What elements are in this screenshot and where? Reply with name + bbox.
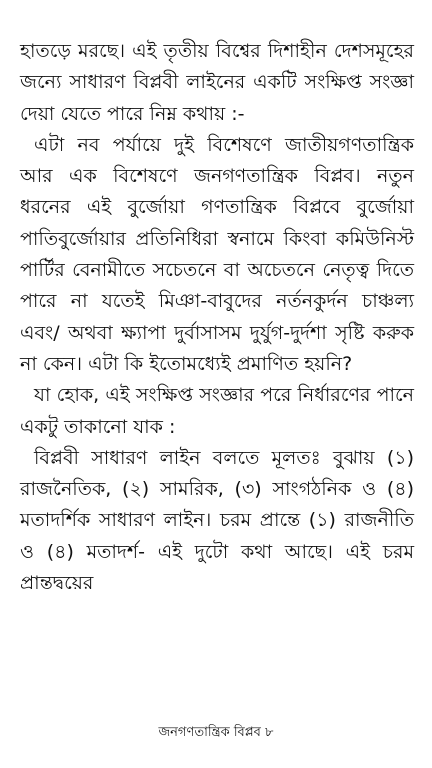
paragraph-1: হাতড়ে মরছে। এই তৃতীয় বিশ্বের দিশাহীন দেশসমূহের জন্যে সাধারণ বিপ্লবী লাইনের একটি সংক্ষিপ্ত সংজ্ঞা দেয়া যেতে পারে নিম্ন কথায় :- (20, 40, 414, 125)
page-footer: জনগণতান্ত্রিক বিপ্লব ৮ (158, 725, 274, 740)
paragraph-2: এটা নব পর্যায়ে দুই বিশেষণে জাতীয়গণতান্ত্রিক আর এক বিশেষণে জনগণতান্ত্রিক বিপ্লব। নতুন ধরনের এই বুর্জোয়া গণতান্ত্রিক বিপ্লবে বুর্জোয়া পাতিবুর্জোয়ার প্রতিনিধিরা স্বনামে কিংবা কমিউনিস্ট পার্টির বেনামীতে সচেতনে বা অচেতনে নেতৃত্ব দিতে পারে না যতেই মিঞা-বাবুদের নর্তনকুর্দন চাঞ্চল্য এবং/ অথবা ক্ষ্যাপা দুর্বাসাসম দুর্যুগ-দুর্দশা সৃষ্টি করুক না কেন। এটা কি ইতোমধ্যেই প্রমাণিত হয়নি? (20, 133, 414, 375)
paragraph-3: যা হোক, এই সংক্ষিপ্ত সংজ্ঞার পরে নির্ধারণের পানে একটু তাকানো যাক : (20, 384, 414, 438)
body-text (20, 36, 414, 599)
paragraph-4: বিপ্লবী সাধারণ লাইন বলতে মূলতঃ বুঝায় (১) রাজনৈতিক, (২) সামরিক, (৩) সাংগঠনিক ও (৪) মতাদর্শিক সাধারণ লাইন। চরম প্রান্তে (১) রাজনীতি ও (৪) মতাদর্শ- এই দুটো কথা আছে। এই চরম প্রান্তদ্বয়ের (20, 446, 414, 595)
